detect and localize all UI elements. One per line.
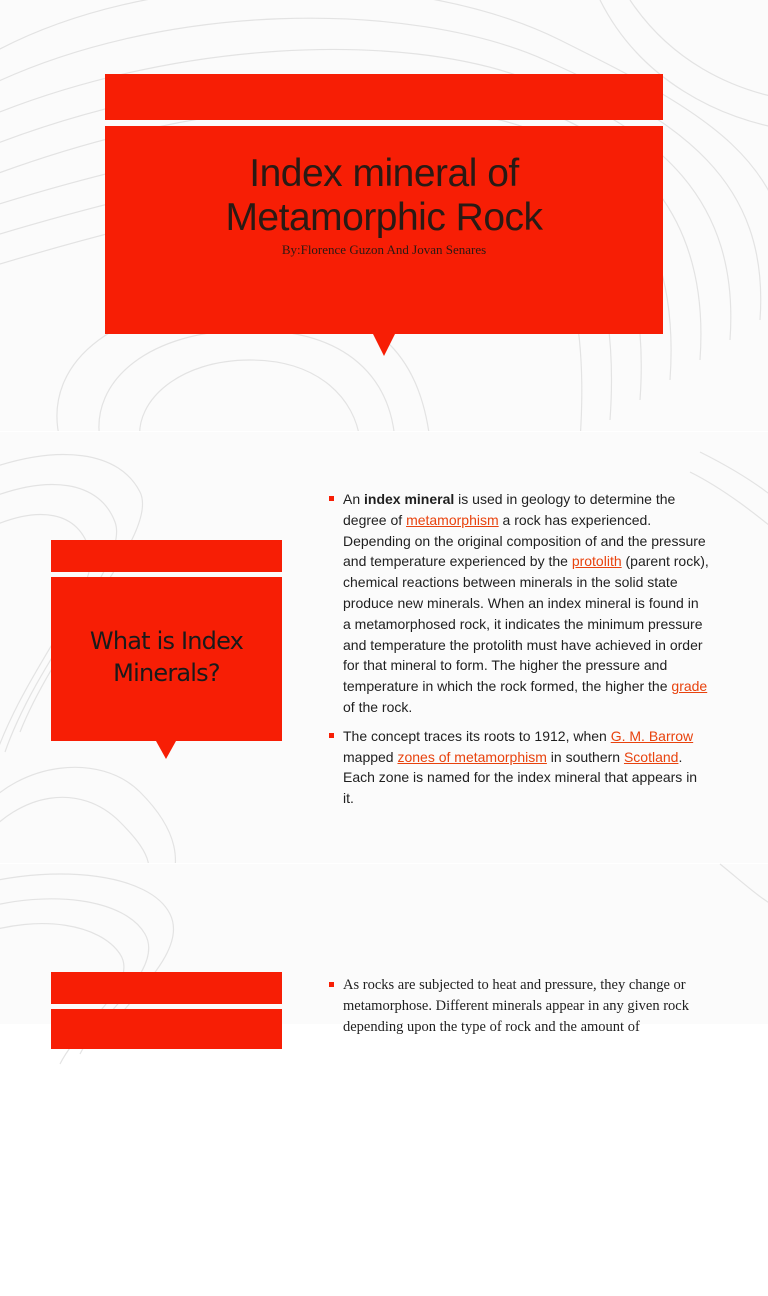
link-metamorphism[interactable]: metamorphism [406, 511, 499, 528]
process-slide [0, 864, 768, 1035]
slide3-top-strip [51, 972, 282, 1004]
link-protolith[interactable]: protolith [571, 553, 622, 570]
title-box-pointer [373, 334, 395, 356]
bullet-definition: An index mineral is used in geology to determine the degree of metamorphism a rock has experienced. Depending on the original composition of and the pressure and temperature experienced by the protolith (parent rock), chemical reactions between minerals in the solid state produce new minerals. When an index mineral is found in a metamorphosed rock, it indicates the minimum pressure and temperature the protolith must have achieved in order for that mineral to form. The higher the pressure and temperature in which the rock formed, the higher the grade of the rock. [329, 489, 709, 718]
definition-slide [0, 432, 768, 864]
section-heading-line2: Minerals? [113, 659, 220, 687]
slide-subtitle: By:Florence Guzon And Jovan Senares [281, 242, 487, 257]
title-slide [0, 0, 768, 432]
process-bullets [329, 975, 719, 1046]
term-index-mineral: index mineral [364, 491, 455, 507]
slide-title-line1: Index mineral of [249, 152, 519, 195]
title-top-strip [105, 74, 663, 120]
link-grade[interactable]: grade [671, 678, 708, 695]
slide-title-line2: Metamorphic Rock [225, 196, 543, 239]
link-zones-of-metamorphism[interactable]: zones of metamorphism [397, 748, 547, 765]
bullet-metamorphose: As rocks are subjected to heat and pressure, they change or metamorphose. Different minerals appear in any given rock depending upon the type of rock and the amount of [329, 975, 719, 1038]
link-scotland[interactable]: Scotland [623, 748, 679, 765]
heading-box [51, 577, 282, 741]
link-gm-barrow[interactable]: G. M. Barrow [610, 727, 694, 744]
background-swirl-pattern [0, 864, 768, 1296]
title-box [105, 126, 663, 334]
section-heading-line1: What is Index [89, 627, 244, 655]
heading-box-pointer [156, 741, 176, 759]
slide-title [105, 152, 663, 240]
heading-top-strip [51, 540, 282, 572]
bullet-history: The concept traces its roots to 1912, when G. M. Barrow mapped zones of metamorphism in southern Scotland. Each zone is named for the index mineral that appears in it. [329, 726, 709, 809]
definition-bullets [329, 489, 709, 817]
section-heading [51, 625, 282, 689]
slide3-box [51, 1009, 282, 1049]
